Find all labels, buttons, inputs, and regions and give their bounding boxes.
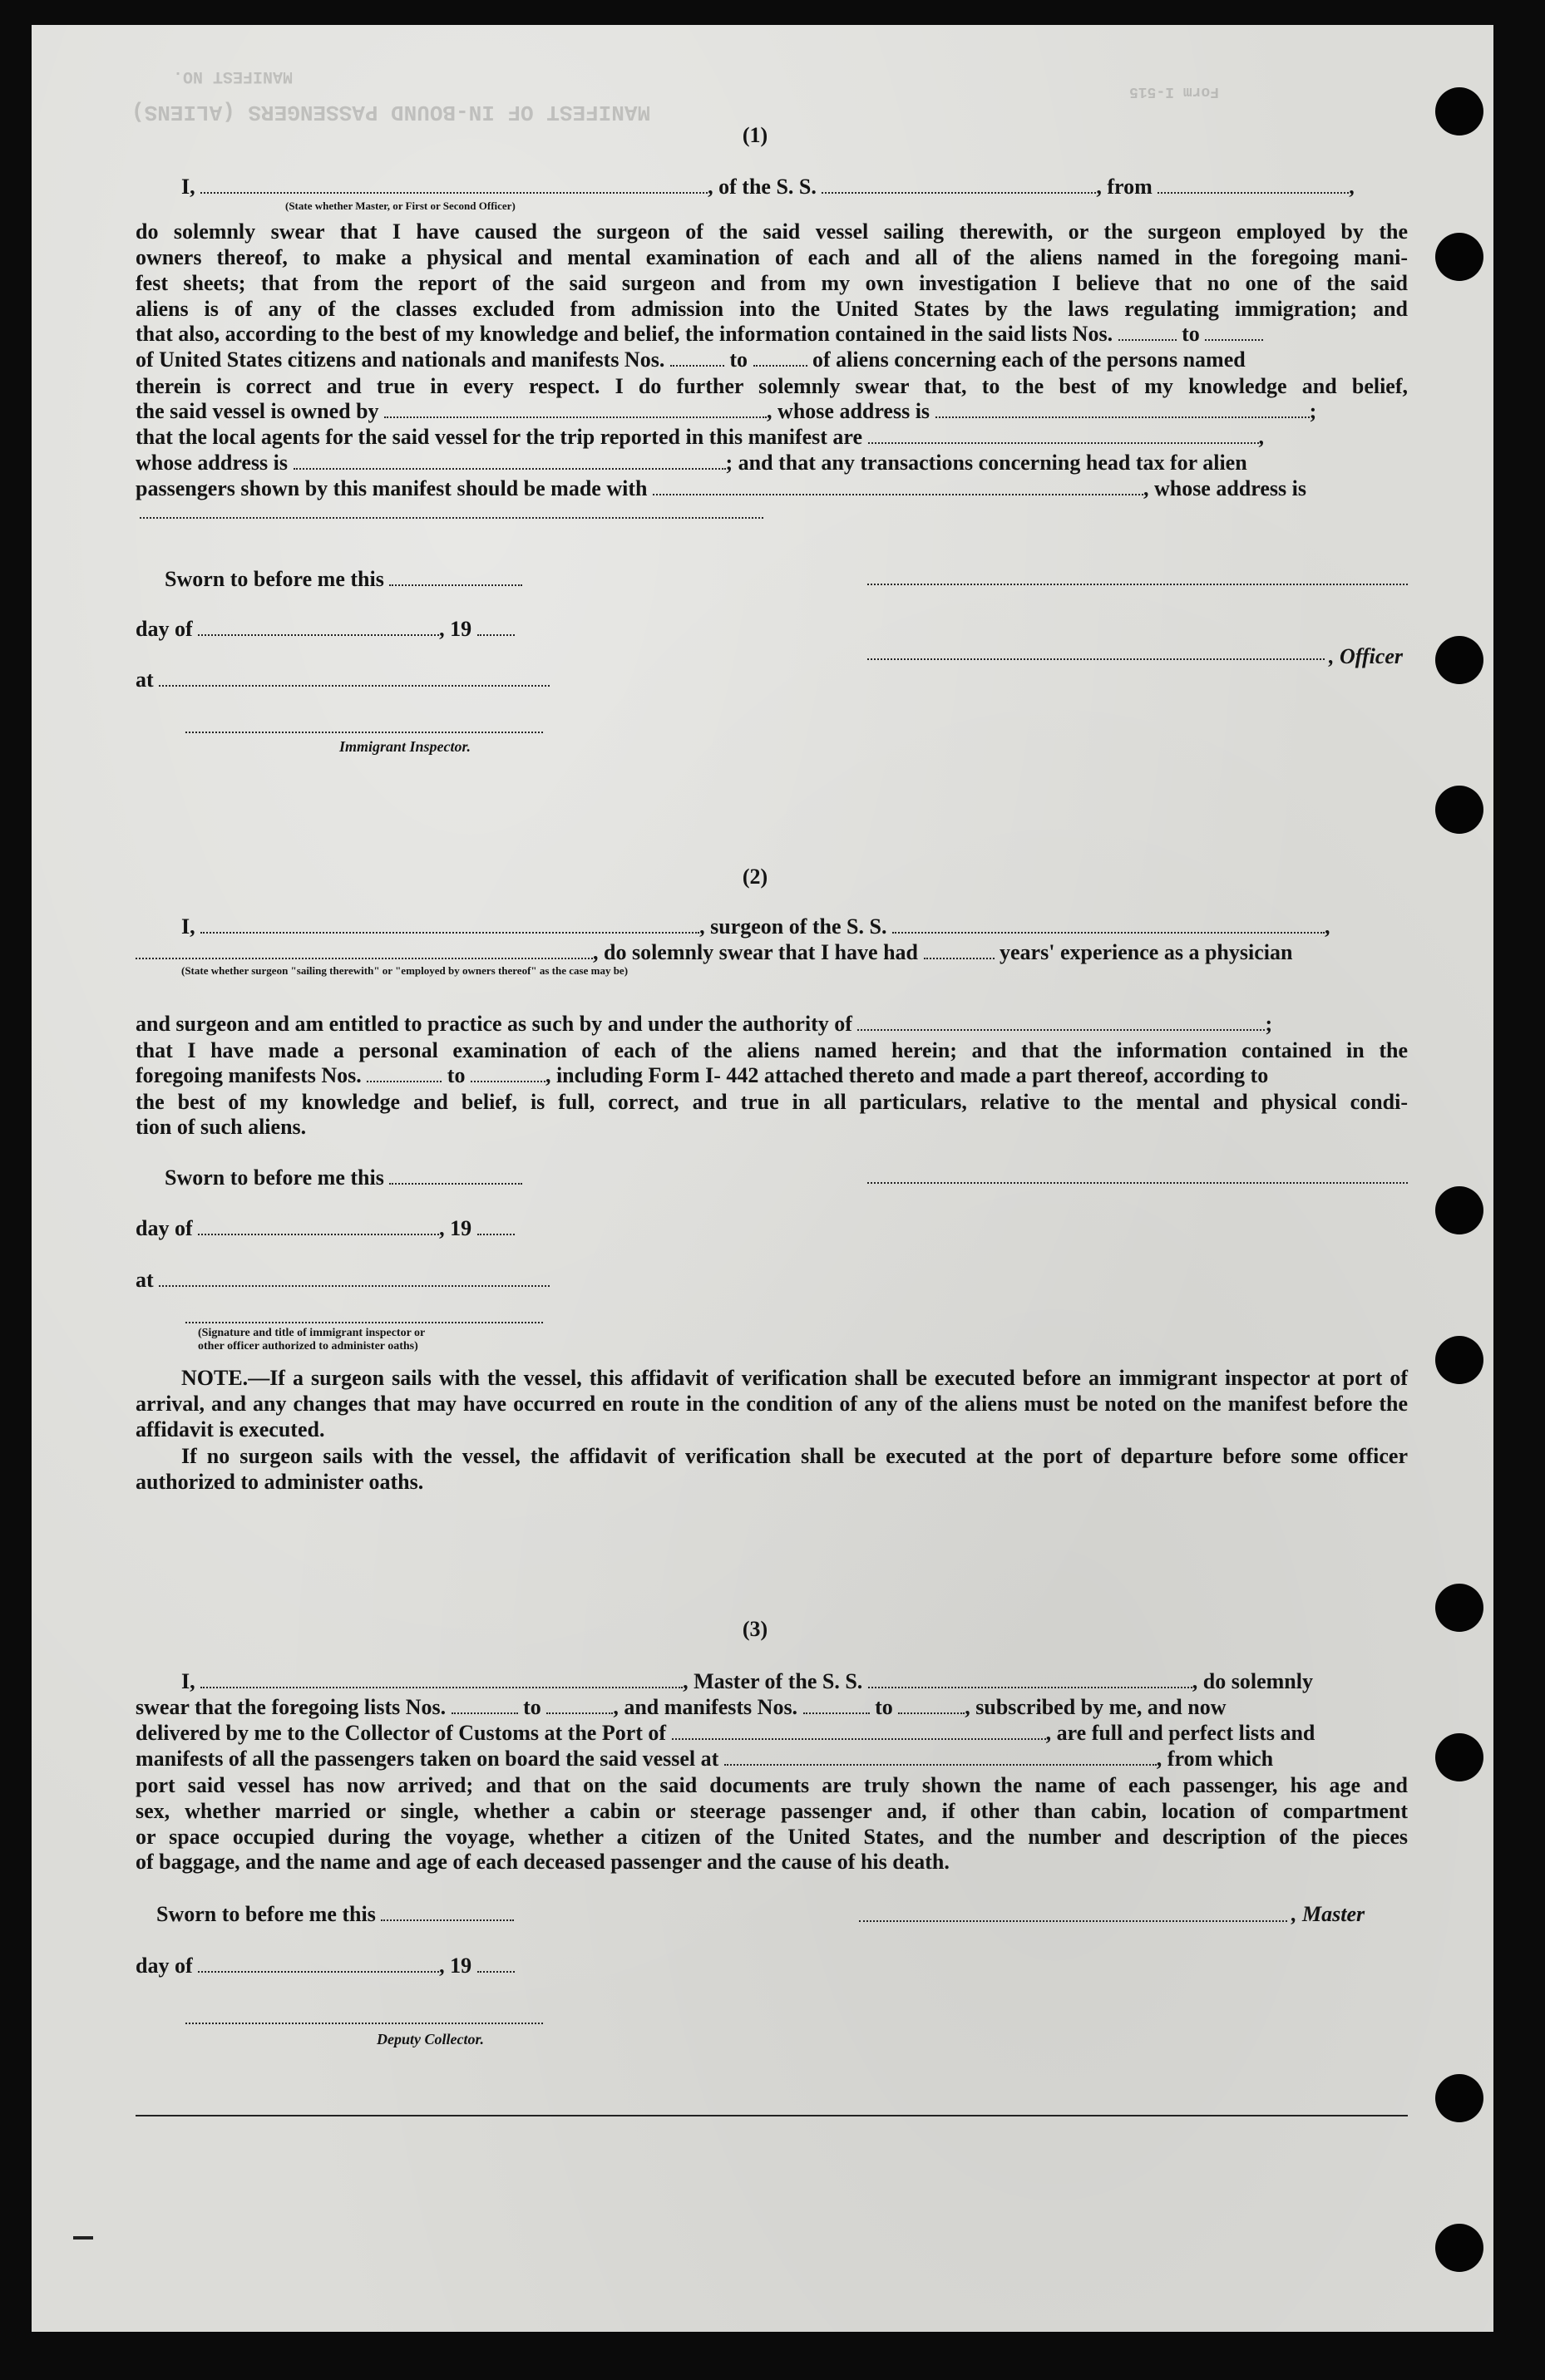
label-i: I, (181, 175, 195, 199)
label-i: I, (181, 1669, 195, 1693)
sworn-label: Sworn to before me this (156, 1902, 376, 1926)
punct: , (1349, 175, 1355, 199)
lists-label: swear that the foregoing lists Nos. (136, 1695, 447, 1719)
bleed-through-form: Form I-515 (1129, 83, 1220, 100)
section-1-number: (1) (742, 123, 768, 147)
section-3-boarded-line (136, 1747, 1273, 1771)
manifests-text: of United States citizens and nationals and manifests Nos. (136, 347, 665, 372)
surgeon-of-ss-label: , surgeon of the S. S. (699, 914, 887, 939)
year-field[interactable] (477, 618, 515, 636)
section-2-line: tion of such aliens. (136, 1115, 307, 1139)
punct: , (1324, 914, 1330, 939)
manifests-to-field[interactable] (753, 348, 807, 367)
section-3-lists-line (136, 1695, 1226, 1720)
surgeon-vessel-field[interactable] (892, 915, 1325, 934)
punch-hole (1435, 2224, 1483, 2272)
section-1-agent-address-line (136, 451, 1247, 476)
departure-port-field[interactable] (1158, 175, 1349, 194)
section-3-line: port said vessel has now arrived; and that on the said documents are truly shown the name of each passenger, his age and (136, 1773, 1408, 1797)
surgeon-name-field[interactable] (200, 915, 699, 934)
collector-label: delivered by me to the Collector of Customs at the Port of (136, 1721, 667, 1745)
year-label: , 19 (439, 617, 472, 641)
section-1-line: therein is correct and true in every respect. I do further solemnly swear that, to the best of my knowledge and belief, (136, 374, 1408, 398)
label-to: to (875, 1695, 893, 1719)
label-to: to (729, 347, 748, 372)
punct: ; (1309, 399, 1317, 423)
manifests-from-field[interactable] (670, 348, 724, 367)
manifests-from-field[interactable] (803, 1696, 870, 1714)
year-field[interactable] (477, 1954, 515, 1973)
manifests-text-end: of aliens concerning each of the persons named (812, 347, 1246, 372)
authority-label: and surgeon and am entitled to practice as such by and under the authority of (136, 1012, 852, 1036)
punct: ; (1265, 1012, 1273, 1036)
section-1-oath-line (181, 175, 1355, 200)
owner-address-field[interactable] (935, 400, 1310, 418)
officer-rank-caption: (State whether Master, or First or Second Officer) (285, 200, 516, 212)
agent-address-field[interactable] (294, 451, 726, 470)
punch-hole (1435, 2074, 1483, 2122)
section-3-oath-line (181, 1669, 1313, 1694)
sworn-label: Sworn to before me this (165, 1165, 384, 1190)
punch-hole (1435, 636, 1483, 684)
label-from: , from (1096, 175, 1153, 199)
signature-caption-1: (Signature and title of immigrant inspector or (198, 1327, 426, 1339)
note-text-1: —If a surgeon sails with the vessel, this affidavit of verification shall be executed before an immigrant inspector at port of arrival, and any changes that may have occurred en route in the condition of any of the aliens must be noted on the manifest before the affidavit is executed. (136, 1366, 1408, 1441)
surgeon-type-caption: (State whether surgeon "sailing therewith" or "employed by owners thereof" as the case may be) (181, 964, 629, 977)
punch-hole (1435, 1336, 1483, 1384)
manifests-to-field[interactable] (898, 1696, 965, 1714)
punct: , (1258, 425, 1265, 449)
do-solemnly-label: , do solemnly (1192, 1669, 1313, 1693)
agent-address-label: whose address is (136, 451, 289, 475)
section-1-line: aliens is of any of the classes excluded from admission into the United States by the laws regulating immigration; and (136, 297, 1408, 321)
section-1-agents-line (136, 425, 1264, 450)
section-1-headtax-line (136, 476, 1306, 501)
day-month-field[interactable] (198, 1217, 439, 1235)
section-1-manifests-line (136, 347, 1246, 372)
sworn-date-field[interactable] (389, 568, 522, 586)
head-tax-address-label: , whose address is (1143, 476, 1306, 500)
manifests-from-field[interactable] (367, 1064, 442, 1082)
section-3-sworn-line (156, 1902, 514, 1927)
section-1-day-line (136, 617, 515, 642)
manifests-label: , and manifests Nos. (613, 1695, 798, 1719)
at-place-field[interactable] (159, 668, 550, 687)
agents-label: that the local agents for the said vessel for the trip reported in this manifest are (136, 425, 863, 449)
head-tax-label: passengers shown by this manifest should be made with (136, 476, 648, 500)
section-2-sworn-line (165, 1165, 522, 1190)
subscribed-label: , subscribed by me, and now (965, 1695, 1227, 1719)
section-1-owner-line (136, 399, 1316, 424)
section-2-number: (2) (742, 865, 768, 889)
margin-mark (73, 2236, 93, 2240)
label-i: I, (181, 914, 195, 939)
officer-signature-field[interactable] (867, 584, 1408, 585)
at-label: at (136, 668, 154, 692)
section-3-day-line (136, 1954, 515, 1978)
section-2-line: that I have made a personal examination of each of the aliens named herein; and that the information contained in the (136, 1038, 1408, 1062)
punch-hole (1435, 1733, 1483, 1781)
label-to: to (523, 1695, 541, 1719)
section-1-line: owners thereof, to make a physical and mental examination of each and all of the aliens named in the foregoing mani- (136, 245, 1408, 269)
physician-label: years' experience as a physician (1000, 940, 1293, 964)
punch-hole (1435, 786, 1483, 834)
inspector-signature-field[interactable] (185, 732, 543, 733)
day-of-label: day of (136, 1954, 193, 1978)
section-2-line: the best of my knowledge and belief, is full, correct, and true in all particulars, relative to the mental and physical condi- (136, 1090, 1408, 1114)
signature-caption-2: other officer authorized to administer oaths) (198, 1340, 418, 1353)
at-place-field[interactable] (159, 1269, 550, 1287)
bottom-rule (136, 2115, 1408, 2116)
note-paragraph-1 (136, 1365, 1408, 1442)
officer-signature-field-2[interactable] (867, 658, 1325, 660)
form-442-text: , including Form I- 442 attached thereto and made a part thereof, according to (545, 1063, 1269, 1087)
inspector-caption: Immigrant Inspector. (339, 738, 471, 755)
lists-to-field[interactable] (546, 1696, 613, 1714)
master-of-ss-label: , Master of the S. S. (683, 1669, 863, 1693)
head-tax-agent-field[interactable] (653, 477, 1143, 495)
section-3-line: sex, whether married or single, whether a cabin or steerage passenger and, if other than cabin, location of compartment (136, 1799, 1408, 1823)
section-2-at-line (136, 1268, 550, 1293)
owned-by-label: the said vessel is owned by (136, 399, 379, 423)
sworn-date-field[interactable] (389, 1166, 522, 1185)
year-field[interactable] (477, 1217, 515, 1235)
officer-name-field[interactable] (200, 175, 708, 194)
day-of-label: day of (136, 1216, 193, 1240)
master-name-field[interactable] (200, 1670, 683, 1688)
sworn-date-field[interactable] (381, 1903, 514, 1921)
bleed-through-title: MANIFEST OF IN-BOUND PASSENGERS (ALIENS) (131, 100, 651, 125)
section-3-number: (3) (742, 1617, 768, 1641)
inspector-signature-field[interactable] (185, 1322, 543, 1323)
section-2-oath-line (181, 914, 1330, 939)
section-1-sworn-line (165, 567, 522, 592)
boarded-port-field[interactable] (724, 1747, 1157, 1766)
vessel-name-field[interactable] (822, 175, 1096, 194)
day-of-label: day of (136, 617, 193, 641)
authority-field[interactable] (857, 1013, 1265, 1031)
section-1-lists-line (136, 322, 1263, 347)
section-1-line: do solemnly swear that I have caused the surgeon of the said vessel sailing therewith, or the surgeon employed by the (136, 219, 1408, 244)
head-tax-text: ; and that any transactions concerning head tax for alien (725, 451, 1247, 475)
deputy-caption: Deputy Collector. (377, 2031, 484, 2047)
master-signature-field[interactable] (859, 1920, 1287, 1922)
section-2-manifests-line (136, 1063, 1268, 1088)
bleed-through-manifest-no: MANIFEST NO. (173, 67, 294, 86)
deputy-signature-field[interactable] (185, 2023, 543, 2024)
master-vessel-field[interactable] (868, 1670, 1192, 1688)
day-month-field[interactable] (198, 618, 439, 636)
section-2-day-line (136, 1216, 515, 1241)
perfect-lists-label: , are full and perfect lists and (1045, 1721, 1315, 1745)
years-field[interactable] (924, 941, 995, 959)
at-label: at (136, 1268, 154, 1292)
sworn-label: Sworn to before me this (165, 567, 384, 591)
manifests-to-field[interactable] (471, 1064, 545, 1082)
surgeon-type-field[interactable] (136, 941, 593, 959)
section-3-port-line (136, 1721, 1315, 1746)
note-label: NOTE. (181, 1366, 249, 1390)
lists-text: that also, according to the best of my knowledge and belief, the information contained in the said lists Nos. (136, 322, 1113, 346)
section-3-line: of baggage, and the name and age of each deceased passenger and the cause of his death. (136, 1850, 950, 1874)
manifest-back-page (32, 25, 1493, 2332)
head-tax-address-field[interactable] (140, 517, 763, 519)
punch-hole (1435, 1186, 1483, 1234)
label-to: to (1182, 322, 1200, 346)
year-label: , 19 (439, 1954, 472, 1978)
note-paragraph-2: If no surgeon sails with the vessel, the affidavit of verification shall be executed at the port of departure before some officer authorized to administer oaths. (136, 1444, 1408, 1494)
day-month-field[interactable] (198, 1954, 439, 1973)
port-field[interactable] (672, 1722, 1046, 1740)
section-1-line: fest sheets; that from the report of the said surgeon and from my own investigation I believe that no one of the said (136, 271, 1408, 295)
section-3-line: or space occupied during the voyage, whether a citizen of the United States, and the number and description of the pieces (136, 1825, 1408, 1849)
manifests-label: foregoing manifests Nos. (136, 1063, 362, 1087)
lists-from-field[interactable] (1118, 323, 1177, 341)
from-which-label: , from which (1156, 1747, 1274, 1771)
year-label: , 19 (439, 1216, 472, 1240)
owner-field[interactable] (384, 400, 767, 418)
label-to: to (447, 1063, 466, 1087)
punch-hole (1435, 1584, 1483, 1632)
punch-hole (1435, 87, 1483, 136)
punch-hole (1435, 233, 1483, 281)
officer-title: , Officer (1329, 644, 1404, 668)
master-title: , Master (1291, 1902, 1365, 1926)
boarded-label: manifests of all the passengers taken on board the said vessel at (136, 1747, 719, 1771)
section-1-at-line (136, 668, 550, 692)
section-2-experience-line (136, 940, 1292, 965)
lists-from-field[interactable] (452, 1696, 518, 1714)
surgeon-signature-field[interactable] (867, 1182, 1408, 1184)
experience-label: , do solemnly swear that I have had (593, 940, 919, 964)
section-2-authority-line (136, 1012, 1272, 1037)
label-of-ss: , of the S. S. (708, 175, 817, 199)
agents-field[interactable] (868, 426, 1259, 444)
owner-address-label: , whose address is (767, 399, 930, 423)
lists-to-field[interactable] (1205, 323, 1263, 341)
